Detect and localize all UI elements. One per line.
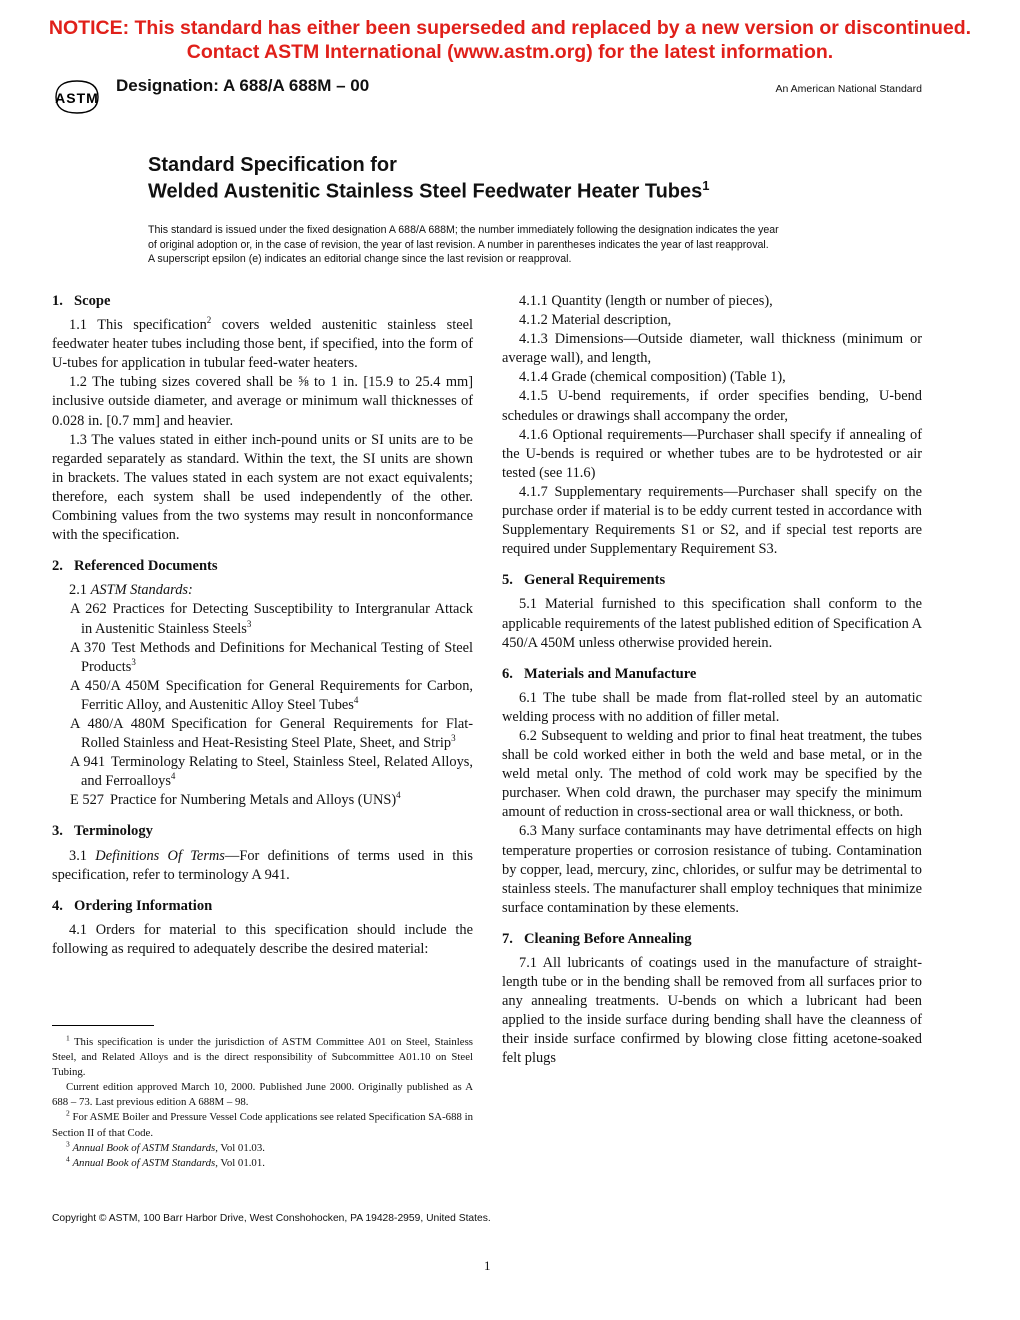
issued-line-1: This standard is issued under the fixed designation A 688/A 688M; the number immediately following the designation indicates the year (148, 224, 779, 236)
footnote-text: For ASME Boiler and Pressure Vessel Code applications see related Specification SA-688 in Section II of that Code. (52, 1111, 473, 1139)
title-line-2 (148, 178, 709, 204)
section-heading-general (502, 571, 922, 590)
footnote-1b: Current edition approved March 10, 2000. Published June 2000. Originally published as A 688 – 73. Last previous edition A 688M – 98. (52, 1081, 473, 1109)
footnote-ref: 3 (131, 656, 136, 667)
footnote-vol: , Vol 01.01. (215, 1156, 265, 1169)
section-number: 6. (502, 665, 513, 682)
footnote-1 (52, 1035, 473, 1080)
ordering-item: 4.1.6 Optional requirements—Purchaser shall specify if annealing of the U-bends is required or whether tubes are to be hydrotested or air tested (see 11.6) (502, 426, 922, 481)
reference-title: Terminology Relating to Steel, Stainless Steel, Related Alloys, and Ferroalloys (81, 754, 473, 790)
scope-1-1 (52, 316, 473, 373)
reference-item (52, 753, 473, 791)
title-text: Welded Austenitic Stainless Steel Feedwater Heater Tubes (148, 180, 703, 203)
ordering-item: 4.1.3 Dimensions—Outside diameter, wall thickness (minimum or average wall), and length, (502, 331, 922, 367)
reference-code: A 450/A 450M (70, 677, 160, 694)
reference-code: E 527 (70, 792, 104, 809)
section-heading-scope (52, 292, 473, 311)
ordering-items (502, 292, 922, 559)
term-text: —For definitions of terms used in this specification, refer to terminology A 941. (52, 847, 473, 883)
section-title: Materials and Manufacture (524, 665, 697, 682)
title-line-1: Standard Specification for (148, 154, 397, 176)
footnote-mark: 3 (66, 1139, 70, 1149)
reference-title: Test Methods and Definitions for Mechanical Testing of Steel Products (81, 639, 473, 675)
section-title: Scope (74, 293, 111, 309)
reference-item (52, 715, 473, 753)
right-column (502, 292, 922, 1069)
astm-logo-text: ASTM (55, 90, 99, 106)
reference-list (52, 600, 473, 810)
section-title: Ordering Information (74, 897, 213, 914)
footnote-vol: , Vol 01.03. (215, 1141, 265, 1154)
issued-statement (148, 223, 848, 267)
notice-line-2: Contact ASTM International (www.astm.org) for the latest information. (186, 41, 834, 63)
notice-line-1: NOTICE: This standard has either been superseded and replaced by a new version or discontinued. (48, 17, 972, 39)
section-heading-materials (502, 665, 922, 684)
scope-1-1-b: covers welded austenitic stainless steel feedwater heater tubes including those bent, if specified, into the form of U-tubes for application in tubular feed-water heaters. (52, 317, 473, 372)
ordering-item: 4.1.5 U-bend requirements, if order specifies bending, U-bend schedules or drawings shall accompany the order, (502, 388, 922, 424)
materials-6-2: 6.2 Subsequent to welding and prior to final heat treatment, the tubes shall be cold worked either in both the weld and base metal, or in the weld metal only. The method of cold work may be specified by the purchaser. When cold drawn, the purchaser may specify the minimum amount of reduction in cross-sectional area or wall thickness, or both. (502, 727, 922, 821)
footnote-2 (52, 1110, 473, 1140)
reference-code: A 370 (70, 639, 106, 656)
astm-num: 2.1 (69, 582, 91, 599)
term-label: Definitions Of Terms (95, 847, 225, 864)
footnote-ref: 4 (396, 790, 401, 801)
astm-standards-label (52, 581, 473, 600)
title-footnote-mark: 1 (702, 178, 710, 193)
astm-label: ASTM Standards: (90, 582, 193, 599)
section-number: 2. (52, 558, 63, 575)
ordering-item: 4.1.7 Supplementary requirements—Purchaser shall specify on the purchase order if material is to be eddy current tested in accordance with Supplementary Requirements S1 or S2, and if special test reports are required under Supplementary Requirement S3. (502, 483, 922, 558)
designation: Designation: A 688/A 688M – 00 (116, 76, 370, 95)
scope-1-1-a: 1.1 This specification (69, 317, 207, 334)
footnote-book: Annual Book of ASTM Standards (72, 1141, 216, 1154)
reference-item (52, 791, 473, 810)
reference-title: Practice for Numbering Metals and Alloys (UNS) (109, 792, 397, 809)
reference-item (52, 677, 473, 715)
section-heading-referenced (52, 557, 473, 576)
section-number: 3. (52, 823, 63, 840)
copyright: Copyright © ASTM, 100 Barr Harbor Drive, West Conshohocken, PA 19428-2959, United States. (52, 1213, 491, 1224)
materials-6-1: 6.1 The tube shall be made from flat-rolled steel by an automatic welding process with no addition of filler metal. (502, 689, 922, 725)
reference-title: Specification for General Requirements for Flat-Rolled Stainless and Heat-Resisting Steel Plate, Sheet, and Strip (81, 715, 473, 752)
ordering-item: 4.1.1 Quantity (length or number of pieces), (519, 293, 773, 309)
footnote-ref: 4 (353, 695, 359, 706)
footnote-mark: 4 (66, 1154, 70, 1164)
footnote-ref: 4 (170, 771, 176, 782)
footnote-mark: 2 (66, 1108, 70, 1118)
cleaning-7-1: 7.1 All lubricants of coatings used in the manufacture of straight-length tube or in the bending shall be removed from all surfaces prior to any annealing treatments. U-bends on which a lubricant had been applied to the inside surface during bending shall have the cleanness of their inside surface confirmed by blowing close fitting acetone-soaked felt plugs (502, 955, 922, 1067)
footnote-ref: 2 (206, 315, 212, 326)
footnote-3 (52, 1141, 473, 1156)
ordering-item: 4.1.4 Grade (chemical composition) (Table 1), (519, 369, 786, 386)
section-number: 5. (502, 572, 513, 589)
footnote-book: Annual Book of ASTM Standards (72, 1156, 216, 1169)
reference-code: A 941 (70, 754, 106, 771)
reference-code: A 262 (70, 601, 107, 618)
left-column (52, 292, 473, 959)
section-heading-cleaning (502, 930, 922, 949)
section-title: Cleaning Before Annealing (524, 930, 692, 947)
ordering-item: 4.1.2 Material description, (519, 312, 672, 329)
reference-code: A 480/A 480M (70, 715, 166, 732)
section-number: 4. (52, 897, 63, 914)
section-heading-ordering (52, 897, 473, 916)
ordering-4-1: 4.1 Orders for material to this specification should include the following as required to adequately describe the desired material: (52, 921, 473, 957)
materials-6-3: 6.3 Many surface contaminants may have detrimental effects on high temperature properties or corrosion resistance of tubing. Contamination by copper, lead, mercury, zinc, chlorides, or sulfur may be detrimental to stainless steels. The manufacturer shall employ techniques that minimize surface contamination by these elements. (502, 823, 922, 916)
footnote-ref: 3 (246, 618, 252, 629)
reference-title: Practices for Detecting Susceptibility to Intergranular Attack in Austenitic Stainless Steels (81, 601, 473, 637)
american-national-standard: An American National Standard (775, 83, 922, 95)
reference-title: Specification for General Requirements for Carbon, Ferritic Alloy, and Austenitic Alloy Steel Tubes (81, 677, 474, 713)
astm-logo-icon (52, 78, 102, 116)
footnote-4 (52, 1156, 473, 1171)
section-number: 7. (502, 930, 513, 947)
footnote-text: This specification is under the jurisdiction of ASTM Committee A01 on Steel, Stainless Steel, and Related Alloys and is the direct responsibility of Subcommittee A01.10 on Steel Tubing. (52, 1036, 473, 1079)
section-heading-terminology (52, 822, 473, 841)
section-title: General Requirements (524, 572, 666, 589)
reference-item (52, 639, 473, 677)
issued-line-2: of original adoption or, in the case of revision, the year of last revision. A number in parentheses indicates the year of last reapproval. (148, 238, 769, 251)
term-num: 3.1 (69, 847, 96, 864)
section-title: Referenced Documents (74, 558, 218, 575)
issued-line-3: A superscript epsilon (e) indicates an editorial change since the last revision or reapproval. (148, 253, 572, 266)
section-number: 1. (52, 293, 63, 309)
scope-1-2: 1.2 The tubing sizes covered shall be ⅝ to 1 in. [15.9 to 25.4 mm] inclusive outside diameter, and average or minimum wall thicknesses of 0.028 in. [0.7 mm] and heavier. (52, 374, 473, 429)
footnotes (52, 1035, 473, 1171)
reference-item (52, 600, 473, 638)
general-5-1: 5.1 Material furnished to this specification shall conform to the applicable requirements of the latest published edition of Specification A 450/A 450M unless otherwise provided herein. (502, 596, 923, 651)
footnote-ref: 3 (451, 733, 456, 744)
footnote-mark: 1 (66, 1033, 70, 1043)
terminology-3-1 (52, 847, 473, 885)
footnote-divider (52, 1025, 154, 1026)
page-number: 1 (484, 1258, 491, 1273)
section-title: Terminology (74, 823, 153, 840)
scope-1-3: 1.3 The values stated in either inch-pound units or SI units are to be regarded separately as standard. Within the text, the SI units are shown in brackets. The values stated in each system are not exact equivalents; therefore, each system shall be used independently of the other. Combining values from the two systems may result in nonconformance with the specification. (52, 431, 473, 544)
